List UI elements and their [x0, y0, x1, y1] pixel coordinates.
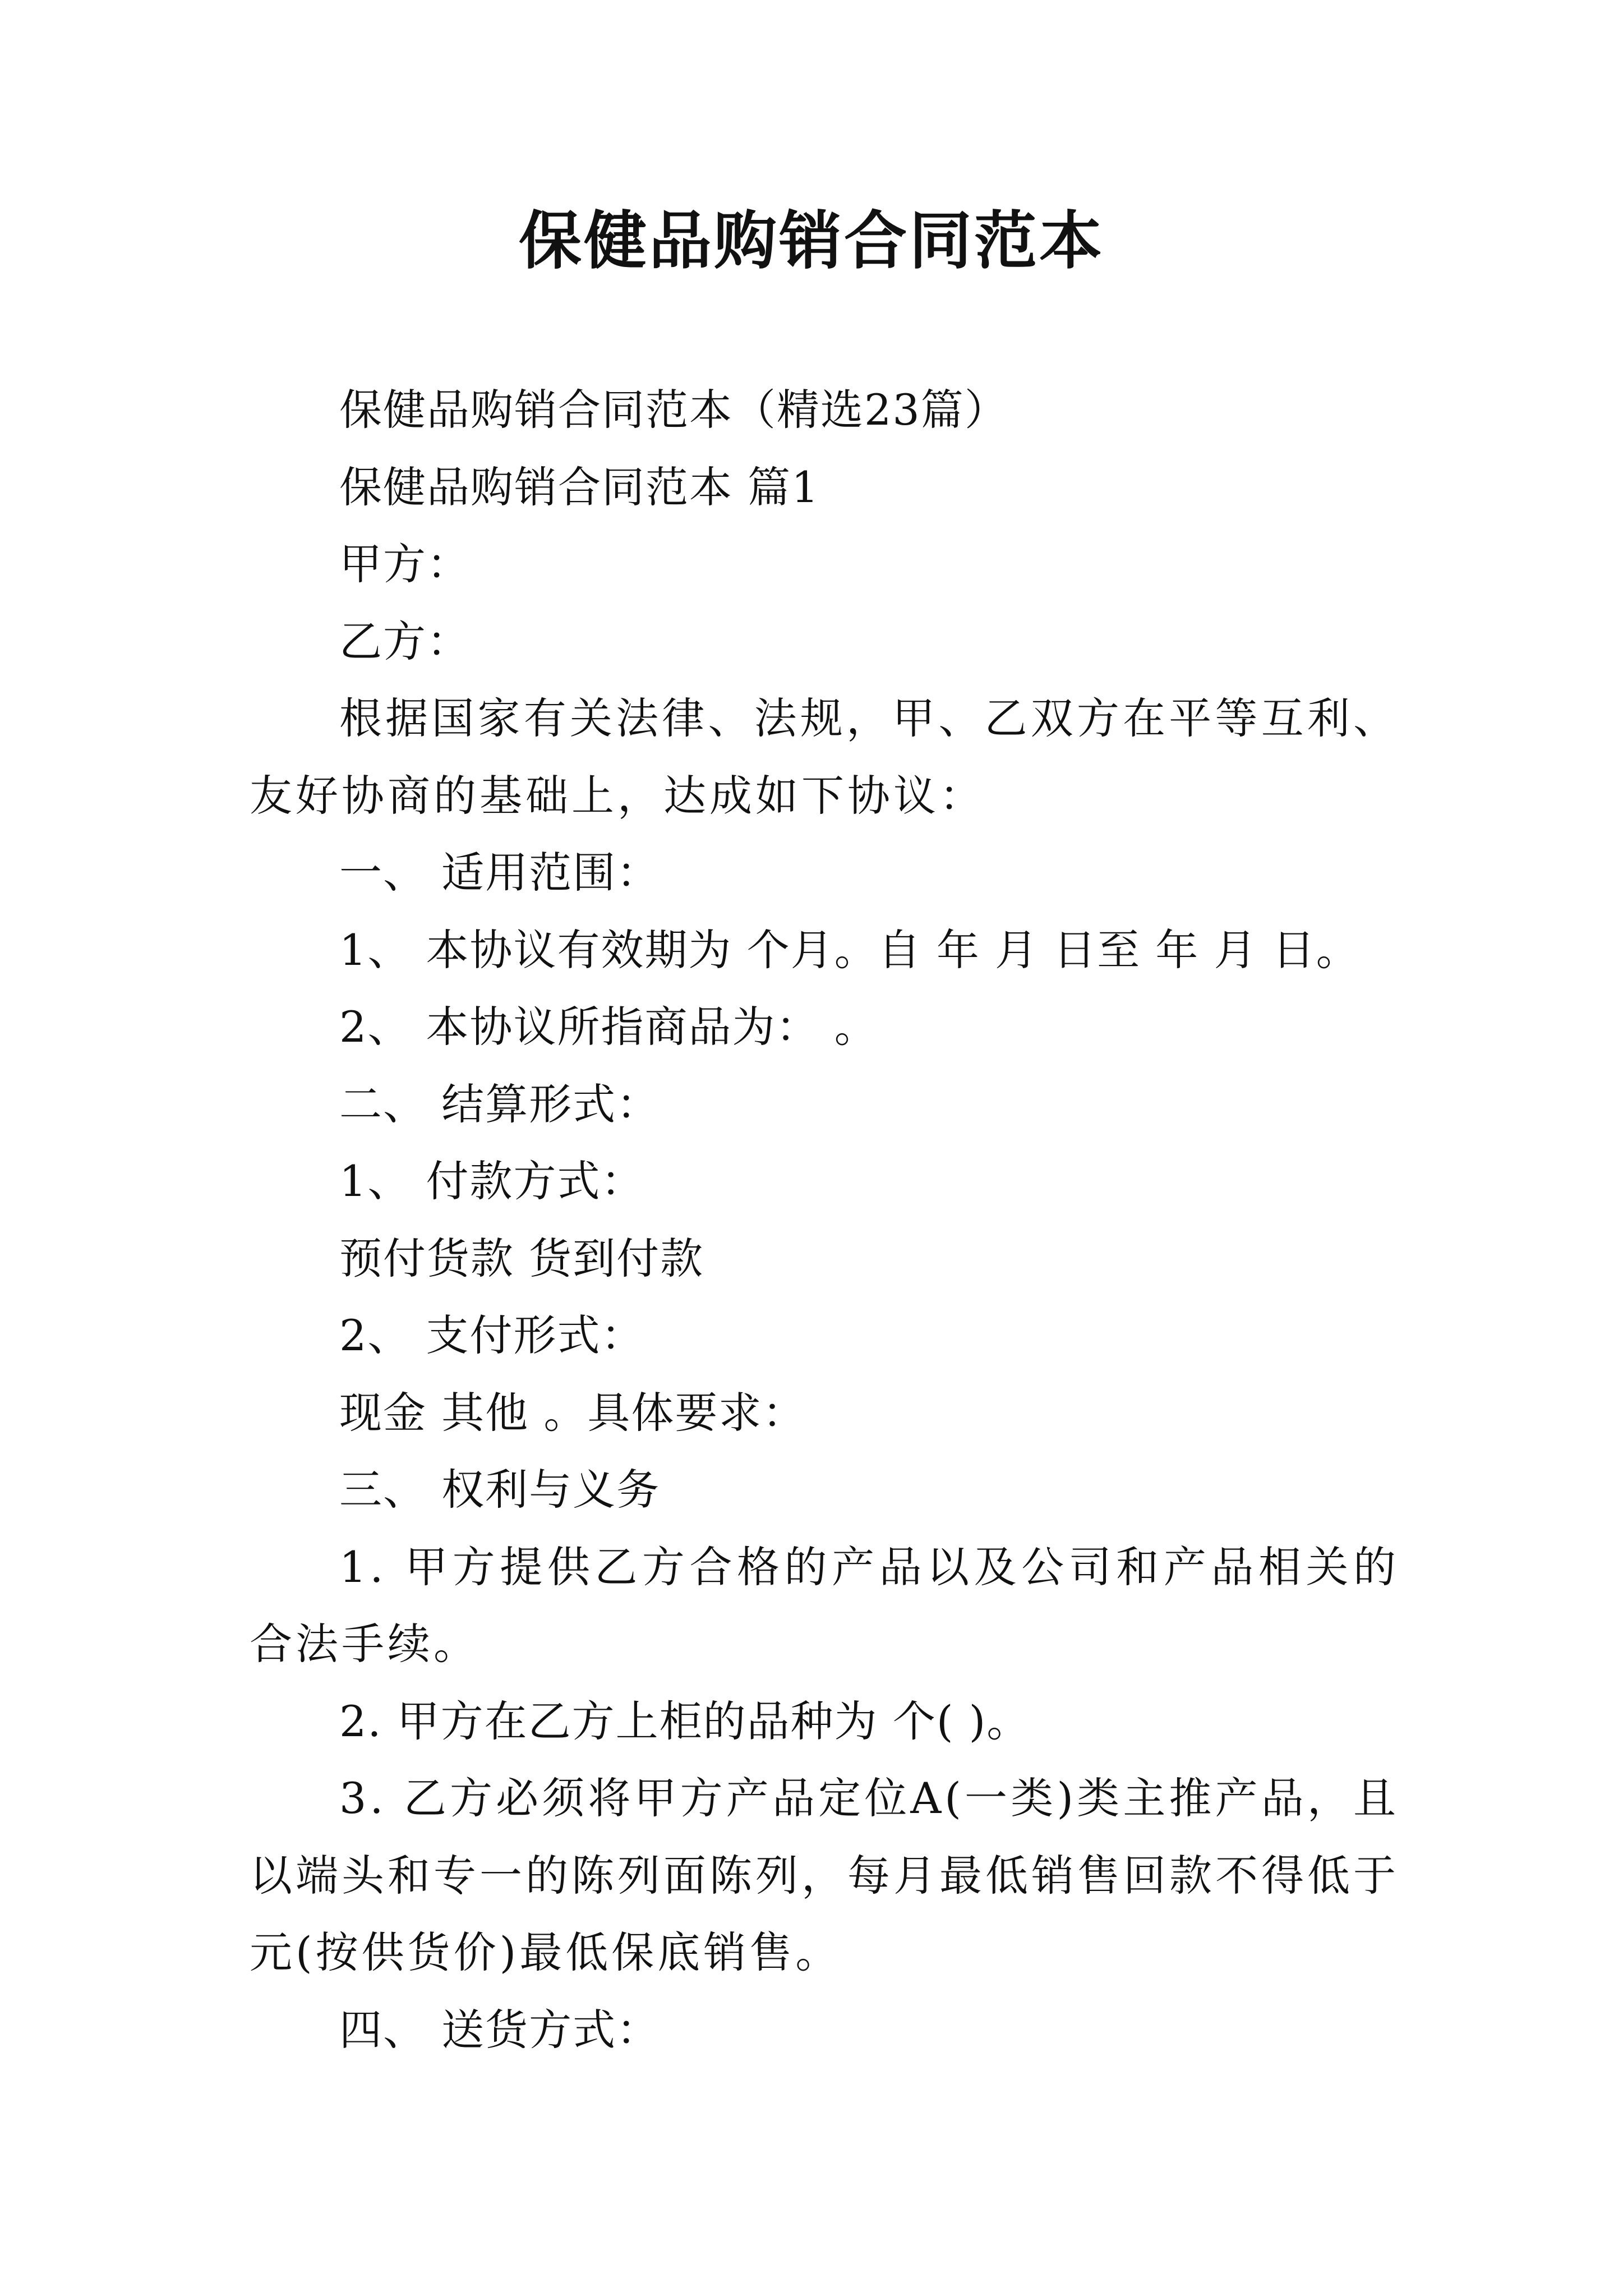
document-title: 保健品购销合同范本	[519, 204, 1104, 278]
clause-heading-rights: 三、 权利与义务	[339, 1465, 661, 1515]
clause-heading-delivery: 四、 送货方式：	[339, 2004, 661, 2055]
party-a-line: 甲方：	[339, 539, 471, 589]
clause-item: 2、 本协议所指商品为： 。	[339, 1002, 878, 1052]
section-heading: 保健品购销合同范本 篇1	[339, 462, 820, 512]
clause-item: 1、 本协议有效期为 个月。自 年 月 日至 年 月 日。	[339, 924, 1360, 975]
clause-heading-scope: 一、 适用范围：	[339, 848, 661, 898]
clause-item: 2. 甲方在乙方上柜的品种为 个( )。	[339, 1696, 1031, 1746]
clause-item: 3. 乙方必须将甲方产品定位A(一类)类主推产品，且以端头和专一的陈列面陈列，每月最低销售回款不得低于 元(按供货价)最低保底销售。	[250, 1773, 1399, 1977]
clause-item: 2、 支付形式：	[339, 1310, 645, 1360]
clause-item: 1. 甲方提供乙方合格的产品以及公司和产品相关的合法手续。	[250, 1542, 1399, 1669]
preamble-paragraph: 根据国家有关法律、法规，甲、乙双方在平等互利、友好协商的基础上，达成如下协议：	[250, 693, 1399, 821]
clause-item: 预付货款 货到付款	[339, 1233, 704, 1283]
clause-item: 现金 其他 。具体要求：	[339, 1387, 806, 1438]
document-body	[250, 371, 1399, 2068]
party-b-line: 乙方：	[339, 616, 471, 666]
clause-heading-settlement: 二、 结算形式：	[339, 1079, 661, 1129]
clause-item: 1、 付款方式：	[339, 1156, 645, 1206]
subtitle-paragraph: 保健品购销合同范本（精选23篇）	[339, 385, 1008, 435]
